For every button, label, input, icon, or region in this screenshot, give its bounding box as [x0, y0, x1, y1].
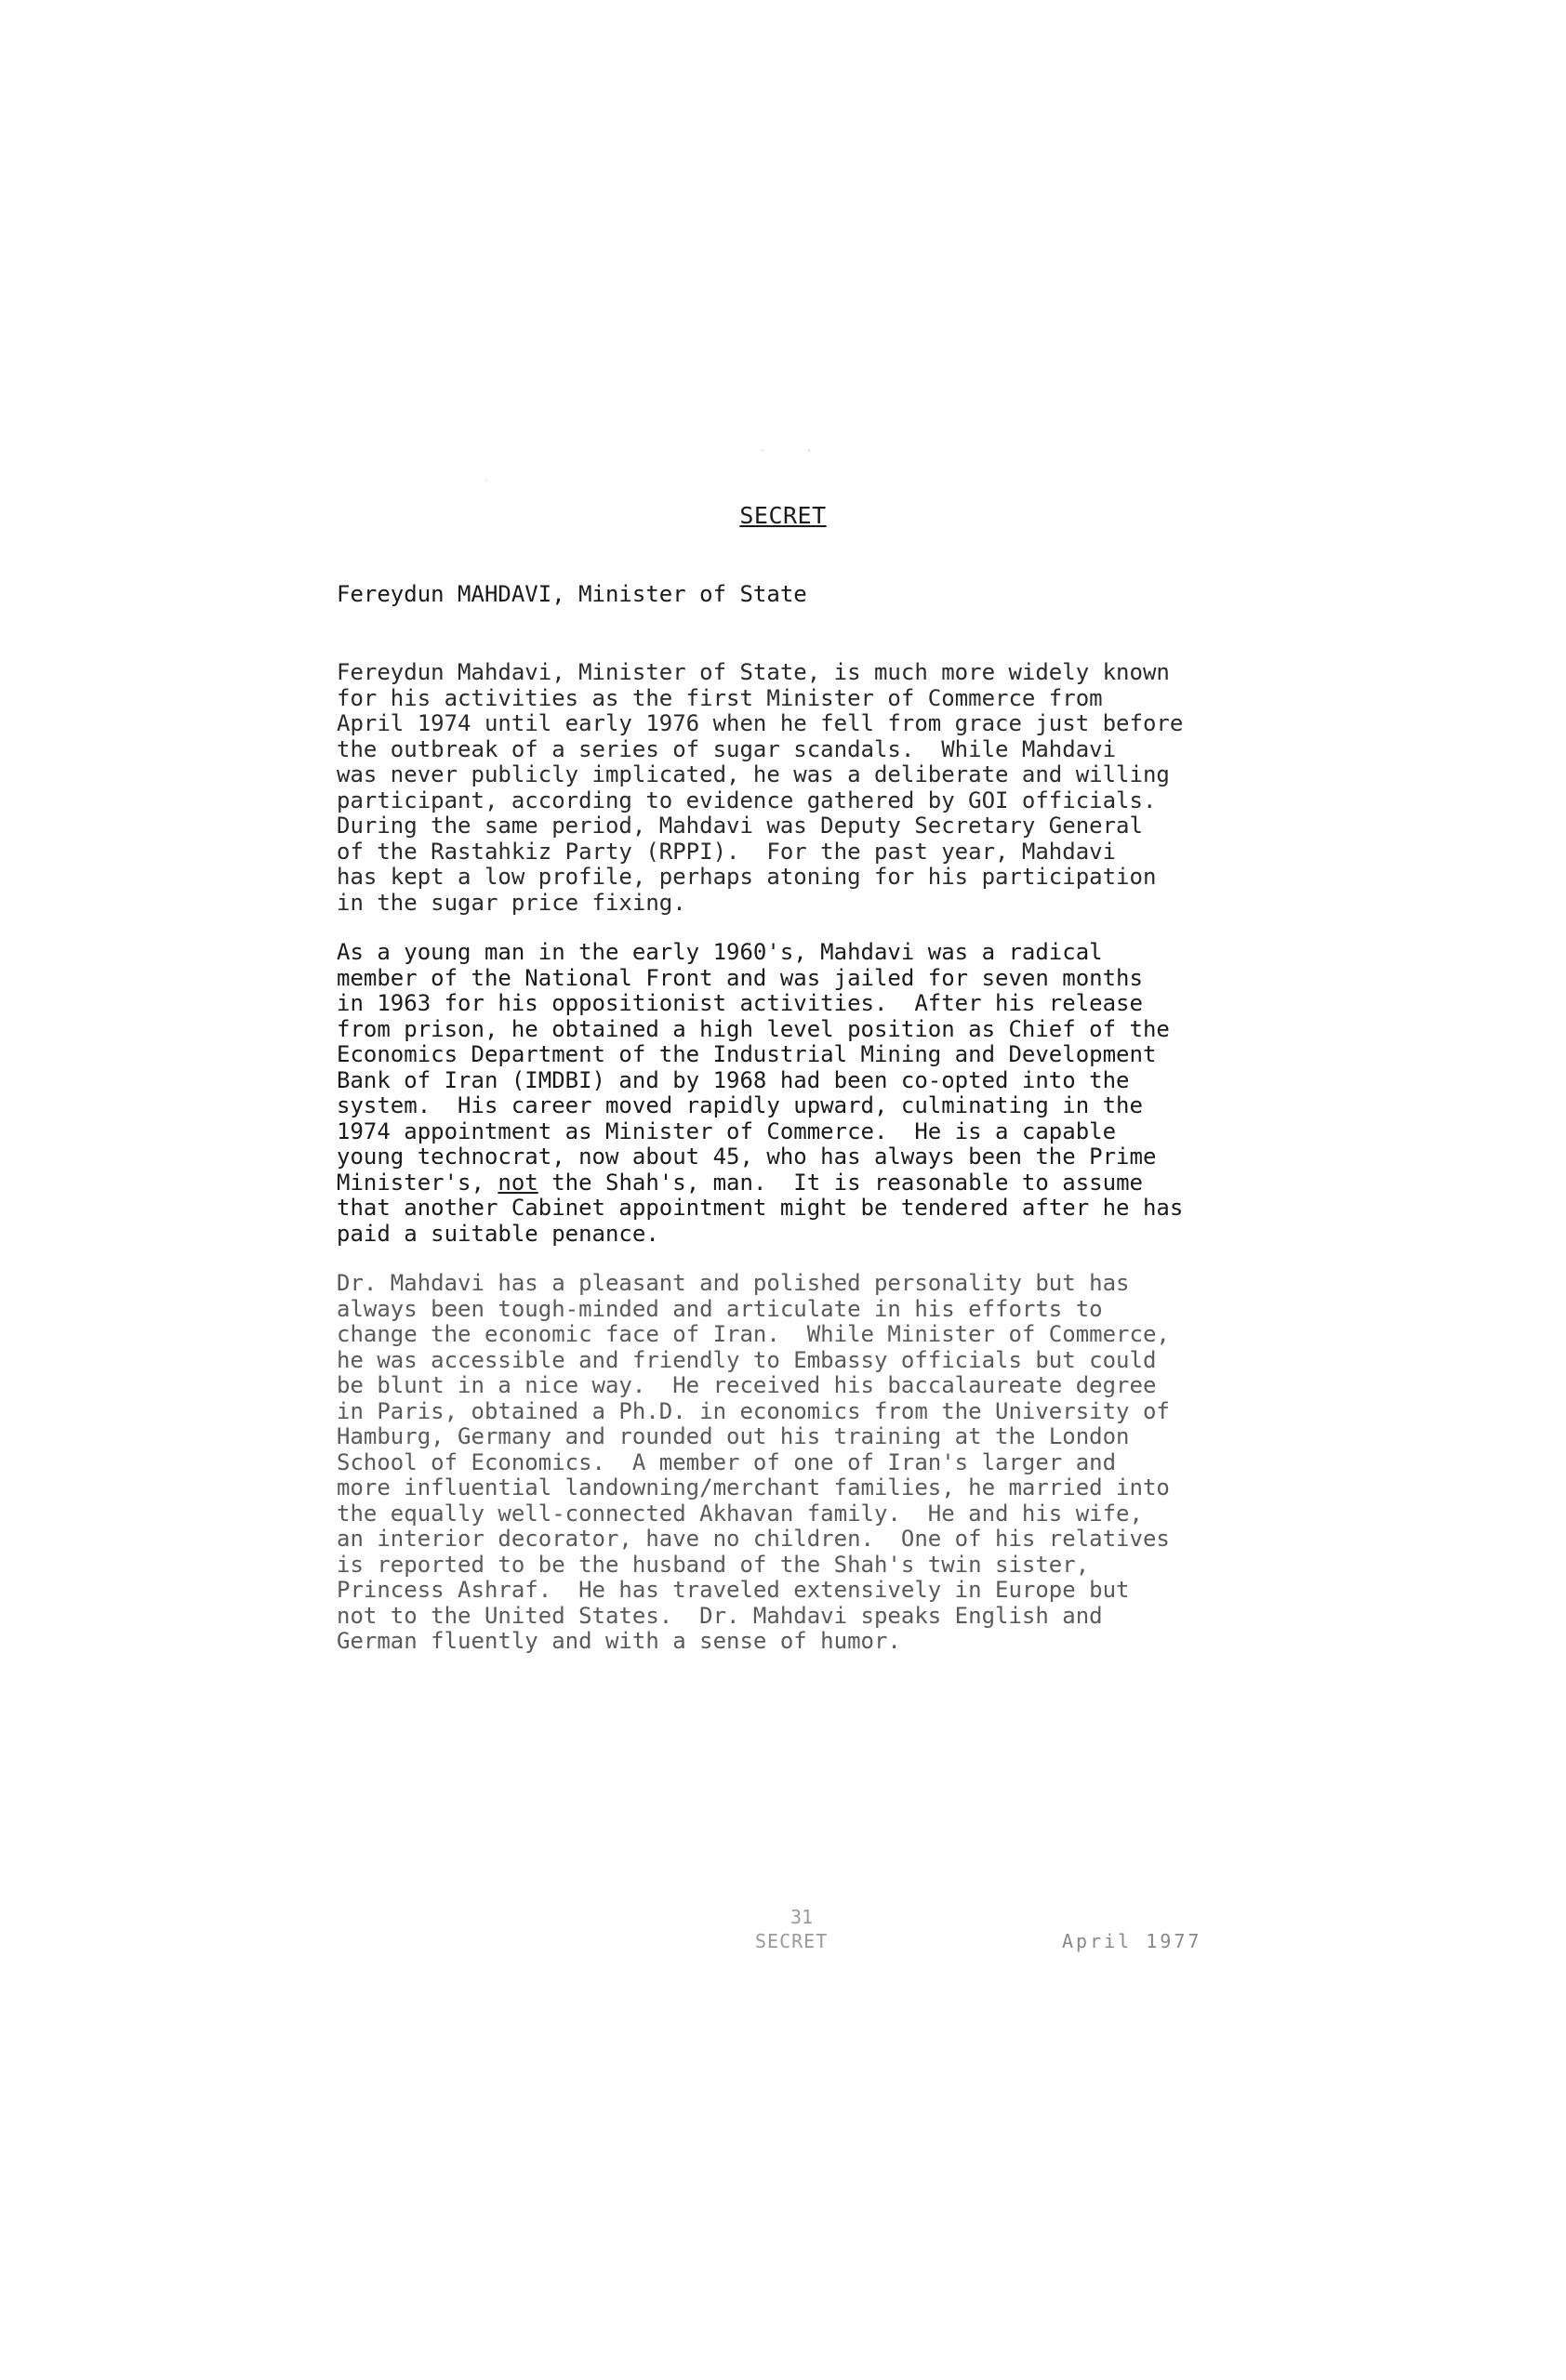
text-line: in the sugar price fixing.: [337, 889, 686, 916]
text-line: Economics Department of the Industrial Mining and Development: [337, 1041, 1157, 1067]
text-line: young technocrat, now about 45, who has always been the Prime: [337, 1144, 1157, 1170]
text-line: of the Rastahkiz Party (RPPI). For the past year, Mahdavi: [337, 838, 1117, 865]
text-line: Hamburg, Germany and rounded out his training at the London: [337, 1423, 1130, 1449]
page-number: 31: [790, 1906, 814, 1928]
text-line: always been tough-minded and articulate in his efforts to: [337, 1295, 1103, 1322]
text-line: for his activities as the first Minister of Commerce from: [337, 684, 1103, 711]
text-line: paid a suitable penance.: [337, 1220, 659, 1247]
document-footer: [0, 1906, 1566, 1962]
text-line: During the same period, Mahdavi was Deputy Secretary General: [337, 813, 1143, 839]
text-line: [337, 1170, 1360, 1197]
text-line: that another Cabinet appointment might be tendered after he has: [337, 1195, 1184, 1221]
text-line: was never publicly implicated, he was a deliberate and willing: [337, 761, 1170, 787]
paragraph-1: [337, 660, 1360, 916]
text-line: As a young man in the early 1960's, Mahdavi was a radical: [337, 939, 1103, 965]
scan-speck: ·: [484, 476, 490, 486]
text-line: more influential landowning/merchant families, he married into: [337, 1474, 1170, 1501]
text-line: the equally well-connected Akhavan family. He and his wife,: [337, 1500, 1143, 1527]
text-line: German fluently and with a sense of humor.: [337, 1628, 901, 1654]
document-body: [337, 660, 1360, 1679]
text-line: in 1963 for his oppositionist activities. After his release: [337, 990, 1143, 1016]
text-line: he was accessible and friendly to Embassy officials but could: [337, 1346, 1157, 1373]
text-line: in Paris, obtained a Ph.D. in economics from the University of: [337, 1397, 1170, 1424]
text-fragment: Minister's,: [337, 1169, 498, 1196]
text-line: participant, according to evidence gathered by GOI officials.: [337, 787, 1157, 813]
text-line: an interior decorator, have no children. One of his relatives: [337, 1526, 1170, 1552]
text-line: system. His career moved rapidly upward, culminating in the: [337, 1092, 1143, 1118]
document-subject: Fereydun MAHDAVI, Minister of State: [337, 581, 807, 607]
text-line: 1974 appointment as Minister of Commerce. He is a capable: [337, 1117, 1117, 1144]
text-line: from prison, he obtained a high level position as Chief of the: [337, 1015, 1170, 1042]
document-date: April 1977: [1062, 1930, 1202, 1952]
scan-speck: · ·: [759, 444, 813, 457]
text-line: member of the National Front and was jailed for seven months: [337, 964, 1143, 991]
text-line: Fereydun Mahdavi, Minister of State, is much more widely known: [337, 659, 1170, 685]
text-line: Bank of Iran (IMDBI) and by 1968 had been co-opted into the: [337, 1066, 1130, 1093]
text-line: School of Economics. A member of one of Iran's larger and: [337, 1448, 1117, 1475]
underlined-emphasis: not: [498, 1169, 538, 1196]
text-line: not to the United States. Dr. Mahdavi speaks English and: [337, 1602, 1103, 1629]
text-line: the outbreak of a series of sugar scandals. While Mahdavi: [337, 735, 1117, 762]
text-line: April 1974 until early 1976 when he fell from grace just before: [337, 710, 1184, 736]
text-fragment: the Shah's, man. It is reasonable to assume: [537, 1169, 1143, 1196]
classification-marking-top: SECRET: [739, 502, 827, 529]
text-line: Princess Ashraf. He has traveled extensively in Europe but: [337, 1577, 1130, 1603]
text-line: be blunt in a nice way. He received his baccalaureate degree: [337, 1372, 1157, 1398]
text-line: Dr. Mahdavi has a pleasant and polished personality but has: [337, 1270, 1130, 1296]
text-line: change the economic face of Iran. While Minister of Commerce,: [337, 1321, 1170, 1347]
classification-marking-bottom: SECRET: [755, 1930, 829, 1952]
text-line: has kept a low profile, perhaps atoning for his participation: [337, 864, 1157, 890]
paragraph-2: [337, 940, 1360, 1247]
text-line: is reported to be the husband of the Shah's twin sister,: [337, 1551, 1090, 1578]
paragraph-3: [337, 1271, 1360, 1655]
